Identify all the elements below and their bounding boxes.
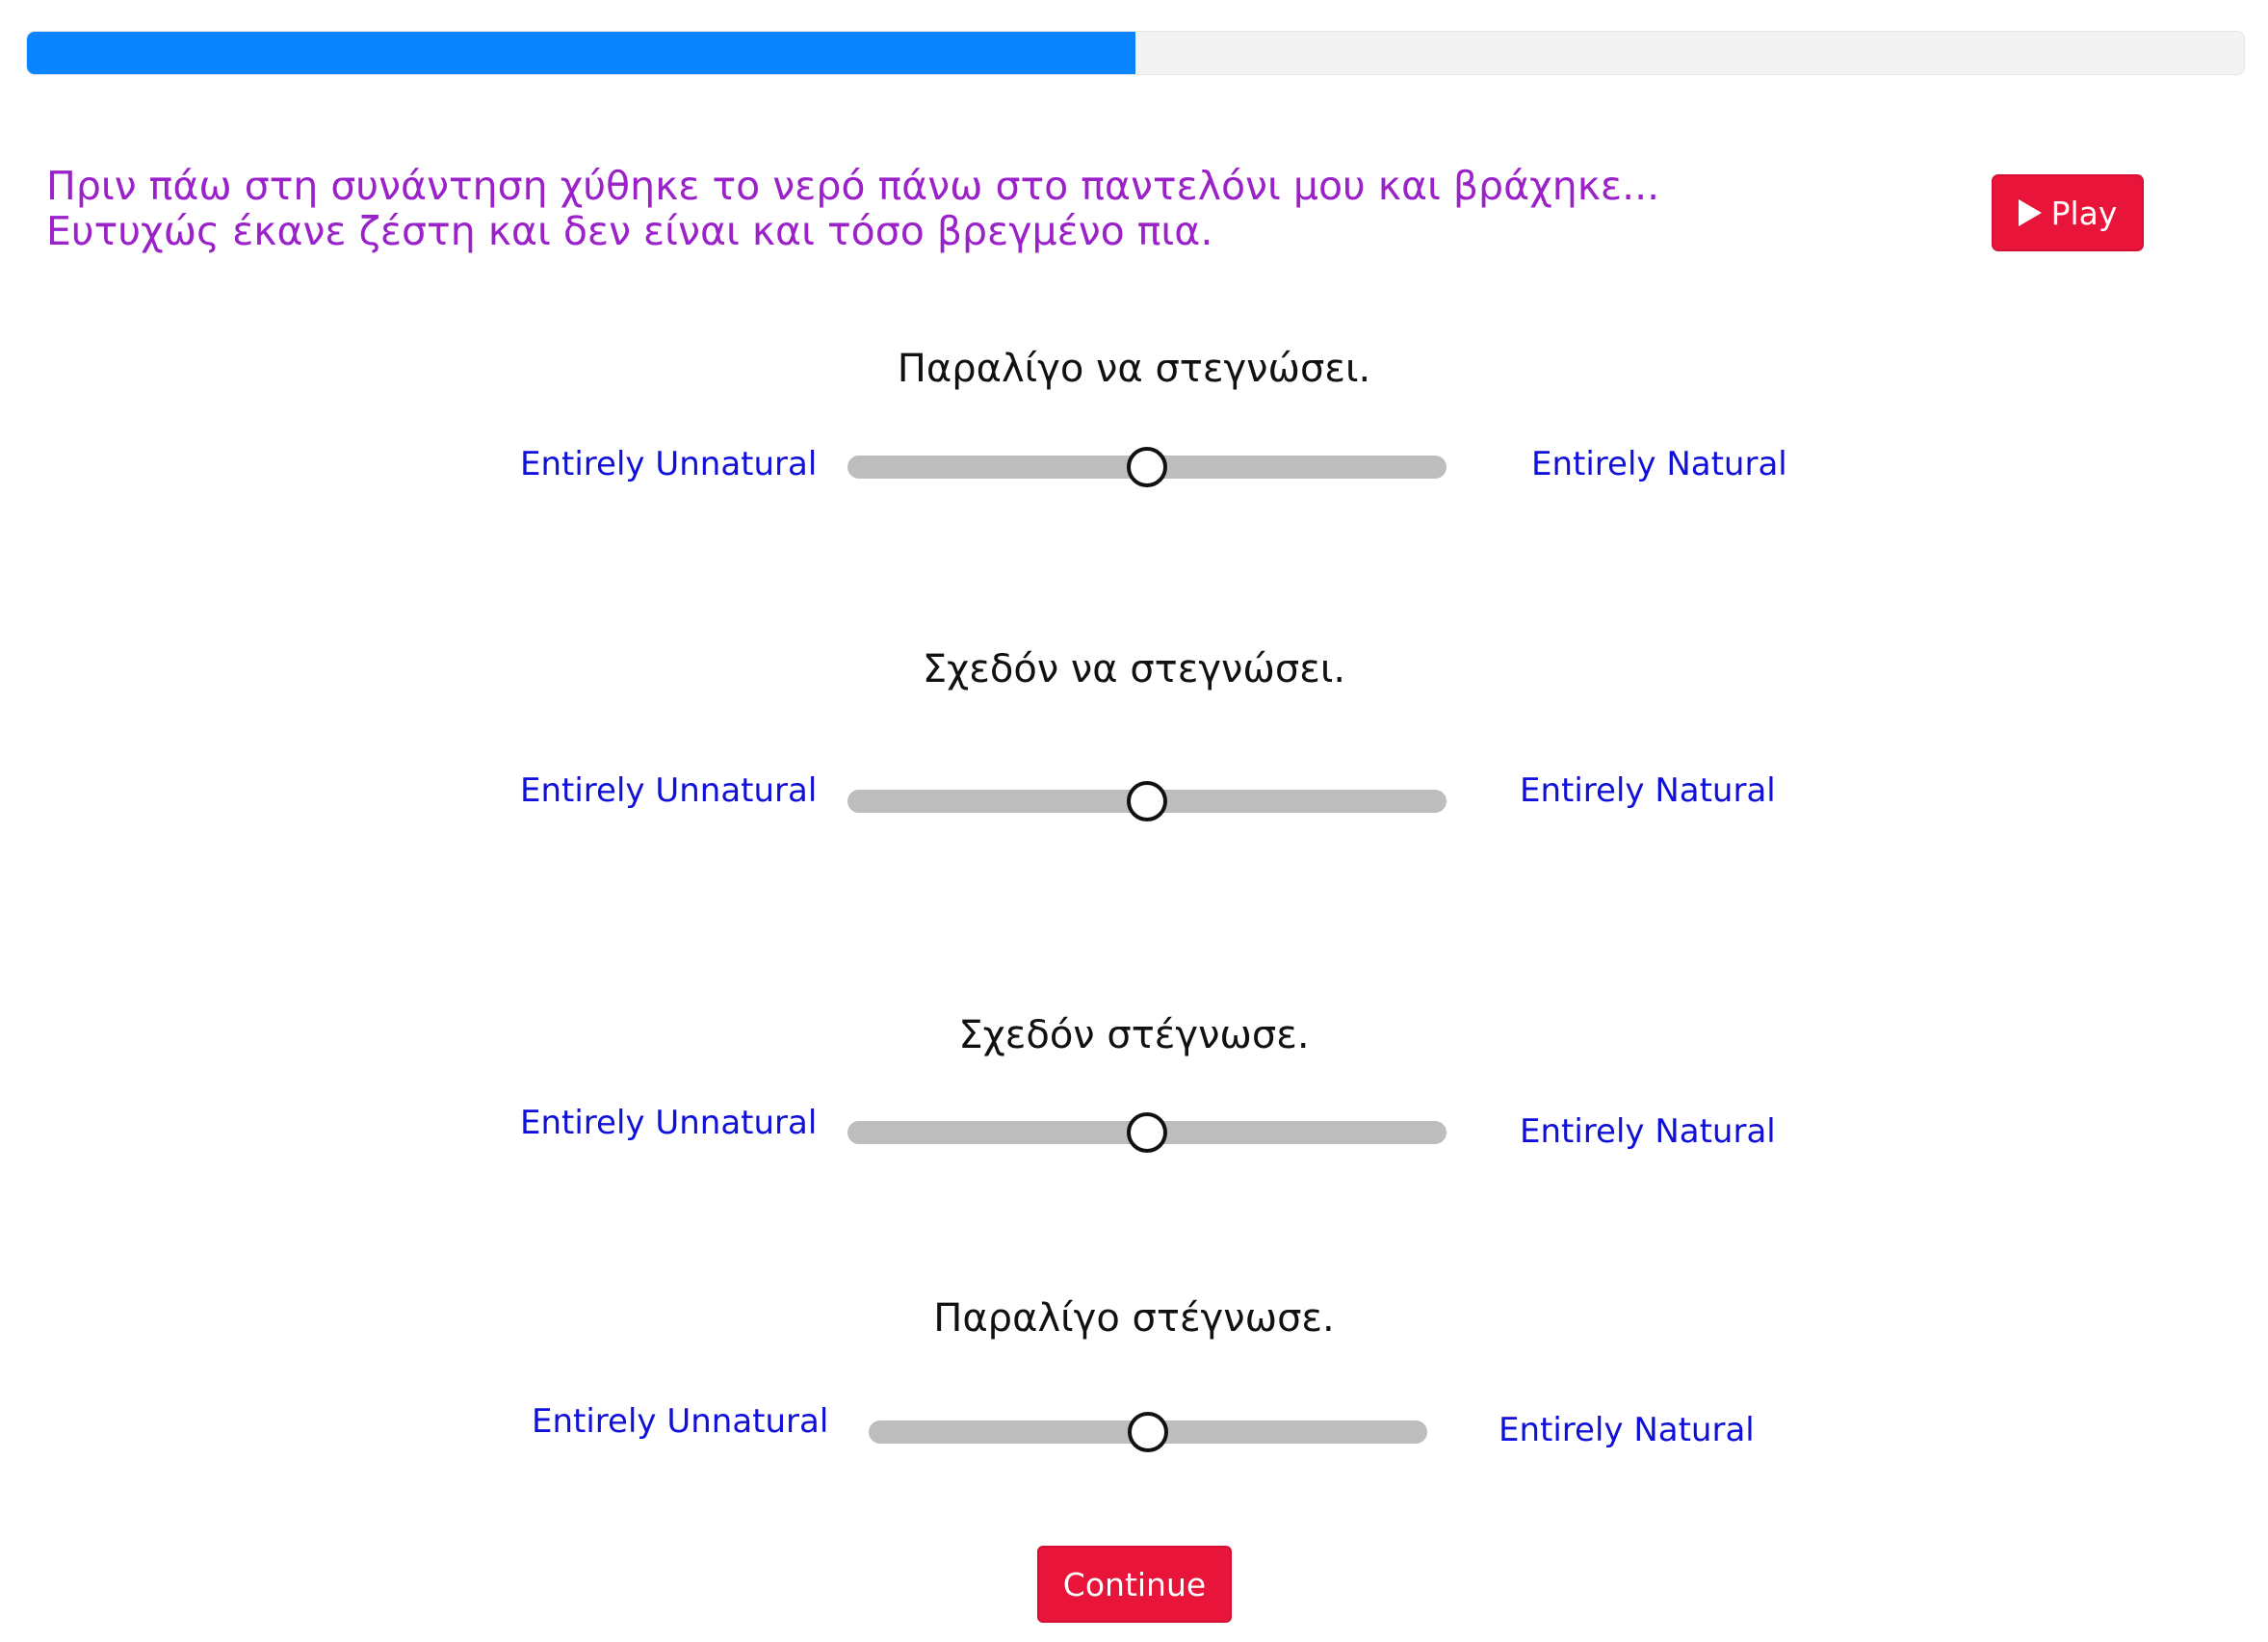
question-4-slider[interactable]	[869, 1420, 1427, 1444]
question-3-slider-thumb[interactable]	[1127, 1112, 1167, 1153]
question-3-left-label: Entirely Unnatural	[520, 1104, 818, 1142]
play-button-label: Play	[2050, 194, 2118, 232]
question-4-slider-thumb[interactable]	[1128, 1412, 1168, 1452]
question-1-text: Παραλίγο να στεγνώσει.	[897, 347, 1371, 391]
progress-fill	[27, 32, 1135, 74]
question-2-slider[interactable]	[847, 790, 1447, 813]
question-1-slider-thumb[interactable]	[1127, 447, 1167, 487]
continue-button[interactable]: Continue	[1037, 1546, 1232, 1623]
play-icon	[2019, 199, 2042, 226]
question-2-right-label: Entirely Natural	[1520, 771, 1776, 810]
question-4-left-label: Entirely Unnatural	[532, 1402, 829, 1441]
question-1-right-label: Entirely Natural	[1531, 445, 1787, 483]
question-2-text: Σχεδόν να στεγνώσει.	[922, 647, 1346, 691]
play-button[interactable]	[1992, 174, 2144, 251]
question-2-slider-thumb[interactable]	[1127, 781, 1167, 821]
question-4-right-label: Entirely Natural	[1499, 1411, 1755, 1449]
question-2-left-label: Entirely Unnatural	[520, 771, 818, 810]
question-1-slider[interactable]	[847, 456, 1447, 479]
prompt-text: Πριν πάω στη συνάντηση χύθηκε το νερό πάνω στο παντελόνι μου και βράχηκε... Ευτυχώς έκανε ζέστη και δεν είναι και τόσο βρεγμένο πια.	[46, 163, 1660, 254]
question-3-right-label: Entirely Natural	[1520, 1112, 1776, 1151]
question-3-slider[interactable]	[847, 1121, 1447, 1144]
progress-bar	[26, 31, 2245, 75]
question-4-text: Παραλίγο στέγνωσε.	[933, 1296, 1335, 1341]
question-3-text: Σχεδόν στέγνωσε.	[958, 1013, 1310, 1057]
question-1-left-label: Entirely Unnatural	[520, 445, 818, 483]
